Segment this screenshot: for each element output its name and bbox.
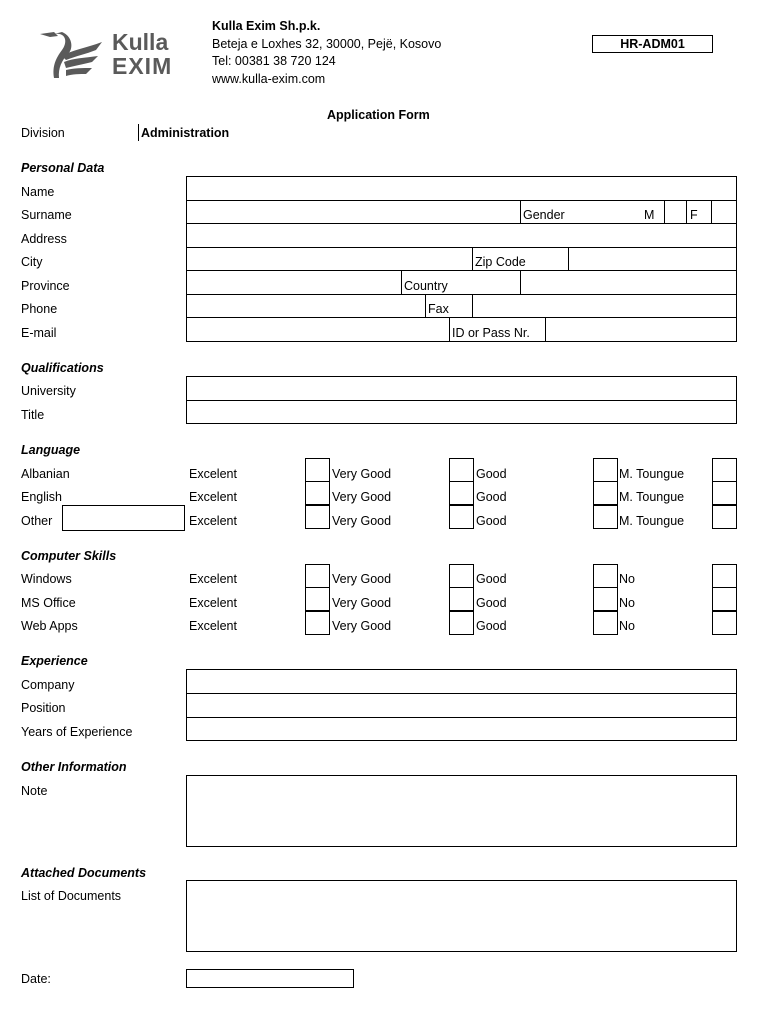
level-excelent-label: Excelent [189,467,237,481]
level-good-label: Good [476,619,507,633]
level-very-good-label: Very Good [332,490,392,504]
country-label: Country [404,279,448,293]
grid-line [686,200,687,223]
level-mother-tongue-label: M. Toungue [619,514,685,528]
mother-tongue-checkbox[interactable] [712,481,737,505]
level-excelent-label: Excelent [189,596,237,610]
gender-male-checkbox[interactable] [665,201,686,223]
level-very-good-label: Very Good [332,514,392,528]
gender-male-label: M [644,208,655,222]
language-heading: Language [21,443,81,457]
zip-field[interactable] [569,248,736,270]
other-info-heading: Other Information [21,760,127,774]
title-field[interactable] [187,401,736,423]
company-logo [36,28,186,82]
surname-label: Surname [21,208,72,222]
language-label: Other [21,514,53,528]
id-field[interactable] [546,318,736,341]
mother-tongue-checkbox[interactable] [712,458,737,482]
logo-word-kulla: Kulla [112,29,169,55]
grid-line [425,294,426,317]
level-good-label: Good [476,572,507,586]
excelent-checkbox[interactable] [305,481,330,505]
company-name: Kulla Exim Sh.p.k. [212,19,321,33]
level-no-label: No [619,596,635,610]
qualifications-heading: Qualifications [21,361,104,375]
note-label: Note [21,784,48,798]
email-label: E-mail [21,326,57,340]
no-checkbox[interactable] [712,587,737,611]
city-field[interactable] [187,248,472,270]
very-good-checkbox[interactable] [449,481,474,505]
excelent-checkbox[interactable] [305,505,330,529]
level-good-label: Good [476,467,507,481]
years-label: Years of Experience [21,725,133,739]
university-field[interactable] [187,377,736,400]
level-excelent-label: Excelent [189,619,237,633]
skill-label: Web Apps [21,619,78,633]
form-code: HR-ADM01 [620,37,685,51]
years-field[interactable] [187,718,736,740]
grid-line [449,317,450,342]
gender-female-label: F [690,208,698,222]
level-no-label: No [619,572,635,586]
attached-docs-heading: Attached Documents [21,866,147,880]
address-field[interactable] [187,224,736,247]
gender-label: Gender [523,208,565,222]
language-label: Albanian [21,467,70,481]
very-good-checkbox[interactable] [449,611,474,635]
country-field[interactable] [521,271,736,294]
position-field[interactable] [187,694,736,717]
university-label: University [21,384,76,398]
level-excelent-label: Excelent [189,572,237,586]
city-label: City [21,255,43,269]
excelent-checkbox[interactable] [305,611,330,635]
good-checkbox[interactable] [593,505,618,529]
excelent-checkbox[interactable] [305,587,330,611]
level-mother-tongue-label: M. Toungue [619,467,685,481]
company-label: Company [21,678,75,692]
good-checkbox[interactable] [593,458,618,482]
form-title: Application Form [327,108,430,122]
company-website: www.kulla-exim.com [212,72,326,86]
very-good-checkbox[interactable] [449,458,474,482]
fax-label: Fax [428,302,449,316]
email-field[interactable] [187,318,449,341]
id-label: ID or Pass Nr. [452,326,530,340]
good-checkbox[interactable] [593,587,618,611]
experience-heading: Experience [21,654,88,668]
phone-field[interactable] [187,295,425,317]
province-field[interactable] [187,271,401,294]
very-good-checkbox[interactable] [449,587,474,611]
grid-line [520,200,521,223]
other-language-field[interactable] [62,505,185,531]
level-excelent-label: Excelent [189,490,237,504]
excelent-checkbox[interactable] [305,564,330,588]
level-excelent-label: Excelent [189,514,237,528]
grid-line [472,247,473,270]
no-checkbox[interactable] [712,564,737,588]
company-address: Beteja e Loxhes 32, 30000, Pejë, Kosovo [212,37,442,51]
level-good-label: Good [476,490,507,504]
level-very-good-label: Very Good [332,619,392,633]
good-checkbox[interactable] [593,481,618,505]
documents-label: List of Documents [21,889,122,903]
computer-skills-heading: Computer Skills [21,549,117,563]
division-marker [138,124,139,141]
excelent-checkbox[interactable] [305,458,330,482]
mother-tongue-checkbox[interactable] [712,505,737,529]
logo-word-exim: EXIM [112,53,173,79]
skill-label: MS Office [21,596,76,610]
surname-field[interactable] [187,201,520,223]
grid-line [401,270,402,294]
good-checkbox[interactable] [593,611,618,635]
position-label: Position [21,701,66,715]
date-field[interactable] [186,969,354,988]
fax-field[interactable] [473,295,736,317]
kulla-bird-logo-icon [36,28,108,82]
level-very-good-label: Very Good [332,467,392,481]
note-field[interactable] [186,775,737,847]
very-good-checkbox[interactable] [449,564,474,588]
very-good-checkbox[interactable] [449,505,474,529]
personal-data-heading: Personal Data [21,161,105,175]
level-no-label: No [619,619,635,633]
level-good-label: Good [476,514,507,528]
documents-field[interactable] [186,880,737,952]
language-label: English [21,490,62,504]
title-label: Title [21,408,45,422]
name-field[interactable] [187,177,736,200]
good-checkbox[interactable] [593,564,618,588]
no-checkbox[interactable] [712,611,737,635]
zip-label: Zip Code [475,255,526,269]
gender-female-checkbox[interactable] [712,201,736,223]
level-very-good-label: Very Good [332,572,392,586]
province-label: Province [21,279,70,293]
address-label: Address [21,232,67,246]
division-value: Administration [141,126,230,140]
date-label: Date: [21,972,51,986]
name-label: Name [21,185,55,199]
division-label: Division [21,126,65,140]
skill-label: Windows [21,572,72,586]
phone-label: Phone [21,302,58,316]
level-mother-tongue-label: M. Toungue [619,490,685,504]
level-good-label: Good [476,596,507,610]
company-phone: Tel: 00381 38 720 124 [212,54,336,68]
level-very-good-label: Very Good [332,596,392,610]
company-field[interactable] [187,670,736,693]
